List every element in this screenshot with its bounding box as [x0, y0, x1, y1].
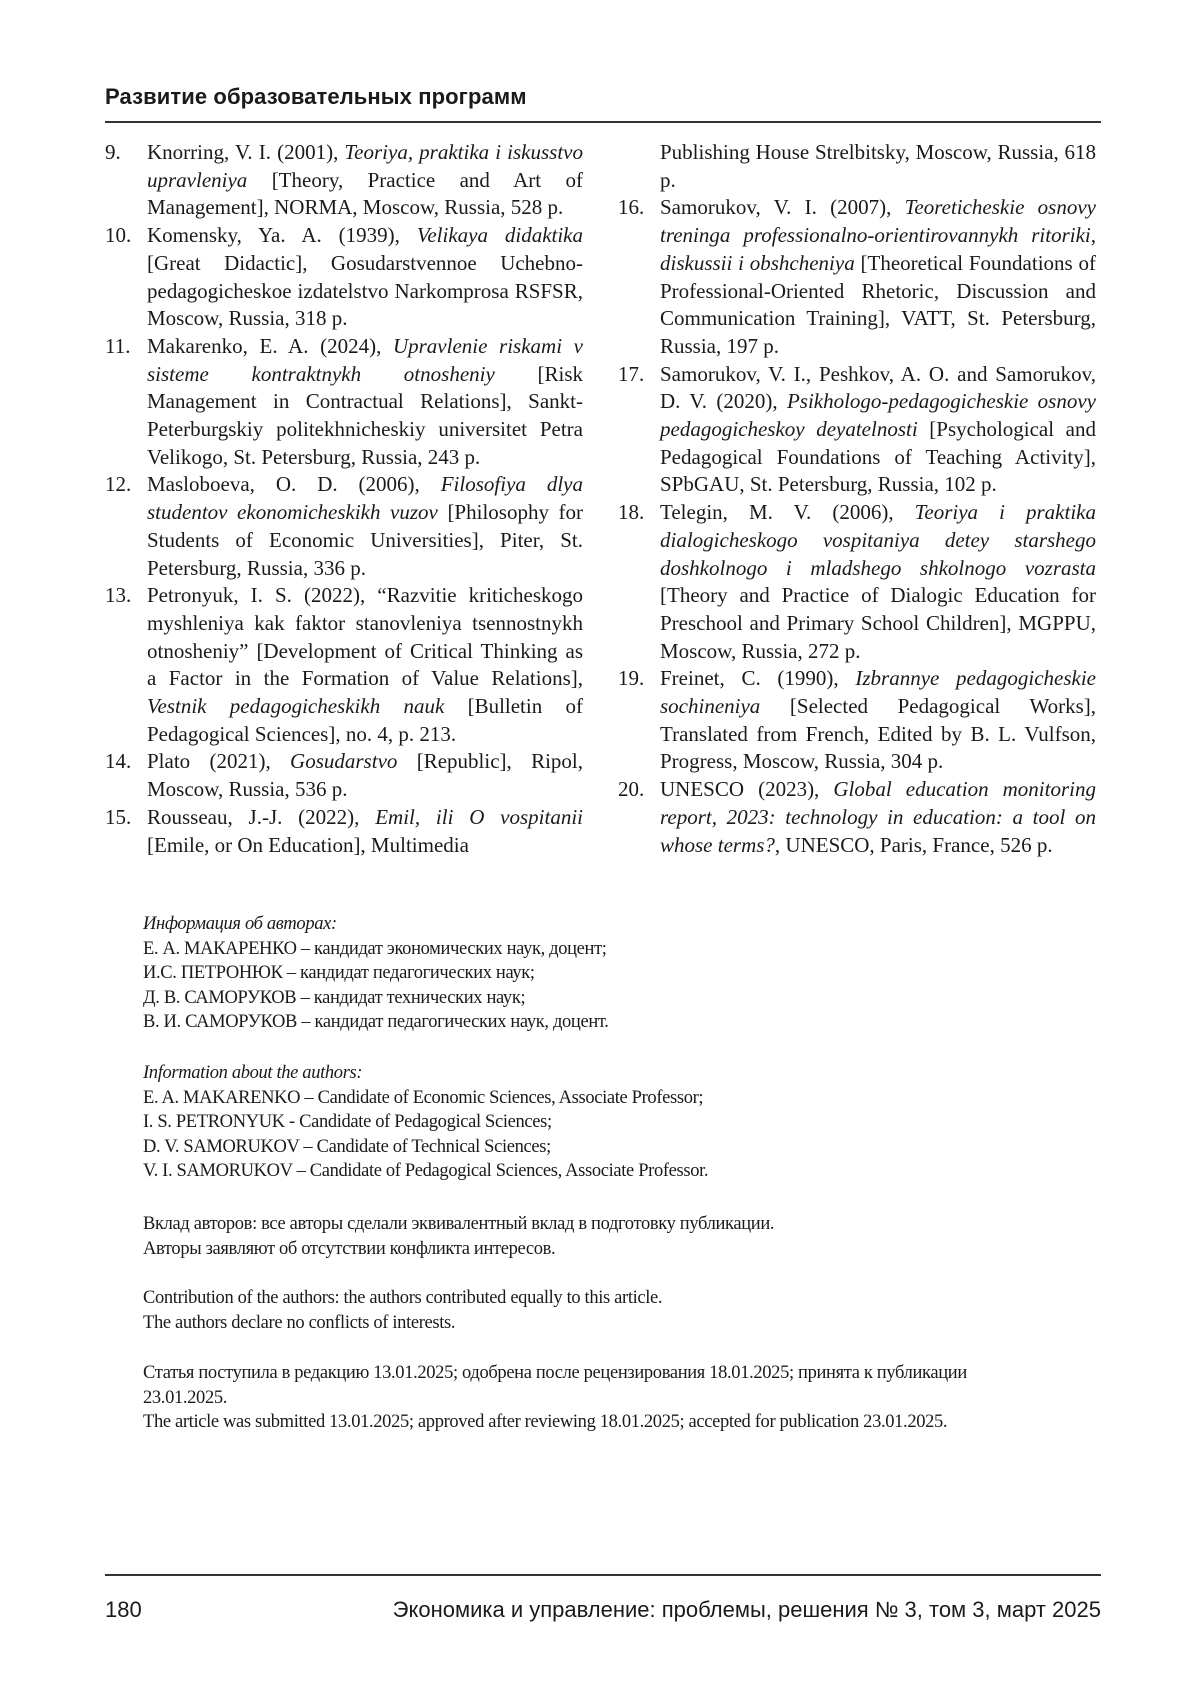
author-line: И.С. ПЕТРОНЮК – кандидат педагогических наук;	[143, 961, 1103, 986]
reference-segment: [Bulletin of Pedagogical Sciences], no. 4, p. 213.	[147, 694, 583, 746]
reference-item	[105, 804, 583, 859]
reference-continuation: Publishing House Strelbitsky, Moscow, Russia, 618 p.	[618, 139, 1096, 194]
reference-item	[105, 471, 583, 582]
reference-item	[618, 499, 1096, 665]
author-line: Е. А. МАКАРЕНКО – кандидат экономических наук, доцент;	[143, 937, 1103, 962]
reference-segment: [Theory and Practice of Dialogic Education for Preschool and Primary School Children], MGPPU, Moscow, Russia, 272 p.	[660, 583, 1096, 662]
references-left-column	[105, 139, 583, 859]
header-rule	[105, 121, 1101, 123]
author-line: I. S. PETRONYUK - Candidate of Pedagogical Sciences;	[143, 1110, 1103, 1135]
reference-segment: Knorring, V. I. (2001),	[147, 140, 344, 164]
reference-number: 14.	[105, 748, 147, 803]
reference-item	[105, 222, 583, 333]
reference-segment: [Great Didactic], Gosudarstvennoe Uchebno-pedagogicheskoe izdatelstvo Narkomprosa RSFSR, Moscow, Russia, 318 p.	[147, 251, 583, 330]
reference-segment: Freinet, C. (1990),	[660, 666, 855, 690]
reference-segment: , UNESCO, Paris, France, 526 p.	[775, 833, 1053, 857]
reference-number: 16.	[618, 194, 660, 360]
section-title: Развитие образовательных программ	[105, 84, 527, 110]
reference-segment: [Emile, or On Education], Multimedia	[147, 833, 469, 857]
footer-rule	[105, 1574, 1101, 1576]
reference-segment: Masloboeva, O. D. (2006),	[147, 472, 441, 496]
reference-title: Filosofiya dlya studentov ekonomicheskikh vuzov	[147, 472, 583, 524]
contribution-ru	[143, 1212, 1103, 1261]
reference-segment: Petronyuk, I. S. (2022), “Razvitie kriticheskogo myshleniya kak faktor stanovleniya tsennostnykh otnosheniy” [Development of Critical Thinking as a Factor in the Formation of Value Relations],	[147, 583, 583, 690]
reference-text	[147, 222, 583, 333]
dates-en: The article was submitted 13.01.2025; approved after reviewing 18.01.2025; accepted for publication 23.01.2025.	[143, 1410, 1103, 1435]
author-line: V. I. SAMORUKOV – Candidate of Pedagogical Sciences, Associate Professor.	[143, 1159, 1103, 1184]
reference-number: 9.	[105, 139, 147, 222]
reference-number: 15.	[105, 804, 147, 859]
reference-text	[147, 139, 583, 222]
reference-title: Vestnik pedagogicheskikh nauk	[147, 694, 444, 718]
reference-segment: [Psychological and Pedagogical Foundations of Teaching Activity], SPbGAU, St. Petersburg, Russia, 102 p.	[660, 417, 1096, 496]
dates-ru-cont: 23.01.2025.	[143, 1386, 1103, 1411]
reference-text	[660, 361, 1096, 500]
reference-segment: UNESCO (2023),	[660, 777, 833, 801]
reference-segment: Telegin, M. V. (2006),	[660, 500, 915, 524]
conflict-line: The authors declare no conflicts of interests.	[143, 1311, 1103, 1336]
authors-heading-en: Information about the authors:	[143, 1061, 1103, 1086]
reference-number: 10.	[105, 222, 147, 333]
author-line: E. A. MAKARENKO – Candidate of Economic Sciences, Associate Professor;	[143, 1086, 1103, 1111]
authors-info-ru	[143, 912, 1103, 1035]
page-number: 180	[105, 1597, 142, 1623]
reference-text	[147, 582, 583, 748]
reference-number: 19.	[618, 665, 660, 776]
reference-text	[147, 804, 583, 859]
reference-item	[105, 582, 583, 748]
reference-number: 11.	[105, 333, 147, 472]
author-line: D. V. SAMORUKOV – Candidate of Technical Sciences;	[143, 1135, 1103, 1160]
reference-segment: Samorukov, V. I., Peshkov, A. O. and Samorukov, D. V. (2020),	[660, 362, 1096, 414]
reference-text	[660, 499, 1096, 665]
reference-number: 20.	[618, 776, 660, 859]
reference-text	[147, 471, 583, 582]
reference-item	[618, 665, 1096, 776]
reference-text	[660, 776, 1096, 859]
reference-segment: Plato (2021),	[147, 749, 290, 773]
reference-segment: [Theory, Practice and Art of Management], NORMA, Moscow, Russia, 528 p.	[147, 168, 583, 220]
reference-segment: [Selected Pedagogical Works], Translated from French, Edited by B. L. Vulfson, Progress, Moscow, Russia, 304 p.	[660, 694, 1096, 773]
reference-title: Teoreticheskie osnovy treninga professionalno-orientirovannykh ritoriki, diskussii i obshcheniya	[660, 195, 1096, 274]
references-right-column	[618, 139, 1096, 859]
reference-segment: Makarenko, E. A. (2024),	[147, 334, 393, 358]
reference-title: Emil, ili O vospitanii	[375, 805, 583, 829]
reference-item	[618, 194, 1096, 360]
reference-segment: Samorukov, V. I. (2007),	[660, 195, 905, 219]
reference-segment: [Republic], Ripol, Moscow, Russia, 536 p.	[147, 749, 583, 801]
authors-info-en	[143, 1061, 1103, 1184]
reference-item	[618, 776, 1096, 859]
reference-segment: Komensky, Ya. A. (1939),	[147, 223, 417, 247]
reference-text	[660, 194, 1096, 360]
author-line: Д. В. САМОРУКОВ – кандидат технических наук;	[143, 986, 1103, 1011]
reference-title: Upravlenie riskami v sisteme kontraktnykh otnosheniy	[147, 334, 583, 386]
contribution-line: Contribution of the authors: the authors contributed equally to this article.	[143, 1286, 1103, 1311]
reference-title: Izbrannye pedagogicheskie sochineniya	[660, 666, 1096, 718]
reference-text	[147, 333, 583, 472]
reference-segment: Rousseau, J.-J. (2022),	[147, 805, 375, 829]
contribution-en	[143, 1286, 1103, 1335]
reference-title: Gosudarstvo	[290, 749, 397, 773]
reference-item	[105, 139, 583, 222]
reference-number: 18.	[618, 499, 660, 665]
contribution-line: Вклад авторов: все авторы сделали эквивалентный вклад в подготовку публикации.	[143, 1212, 1103, 1237]
reference-title: Velikaya didaktika	[417, 223, 583, 247]
reference-segment: [Risk Management in Contractual Relations], Sankt-Peterburgskiy politekhnicheskiy universitet Petra Velikogo, St. Petersburg, Russia, 243 p.	[147, 362, 583, 469]
authors-heading-ru: Информация об авторах:	[143, 912, 1103, 937]
reference-segment: [Theoretical Foundations of Professional-Oriented Rhetoric, Discussion and Communication Training], VATT, St. Petersburg, Russia, 197 p.	[660, 251, 1096, 358]
reference-number: 17.	[618, 361, 660, 500]
dates-ru: Статья поступила в редакцию 13.01.2025; одобрена после рецензирования 18.01.2025; принята к публикации	[143, 1361, 1103, 1386]
journal-title: Экономика и управление: проблемы, решения № 3, том 3, март 2025	[393, 1597, 1101, 1623]
reference-title: Psikhologo-pedagogicheskie osnovy pedagogicheskoy deyatelnosti	[660, 389, 1096, 441]
reference-title: Teoriya, praktika i iskusstvo upravleniya	[147, 140, 583, 192]
article-dates	[143, 1361, 1103, 1435]
reference-item	[105, 748, 583, 803]
reference-title: Global education monitoring report, 2023: technology in education: a tool on whose terms?	[660, 777, 1096, 856]
reference-item	[105, 333, 583, 472]
reference-number: 13.	[105, 582, 147, 748]
reference-text	[660, 665, 1096, 776]
reference-text	[147, 748, 583, 803]
conflict-line: Авторы заявляют об отсутствии конфликта интересов.	[143, 1237, 1103, 1262]
reference-number: 12.	[105, 471, 147, 582]
author-line: В. И. САМОРУКОВ – кандидат педагогических наук, доцент.	[143, 1010, 1103, 1035]
reference-item	[618, 361, 1096, 500]
reference-title: Teoriya i praktika dialogicheskogo vospitaniya detey starshego doshkolnogo i mladshego shkolnogo vozrasta	[660, 500, 1096, 579]
reference-segment: [Philosophy for Students of Economic Universities], Piter, St. Petersburg, Russia, 336 p.	[147, 500, 583, 579]
